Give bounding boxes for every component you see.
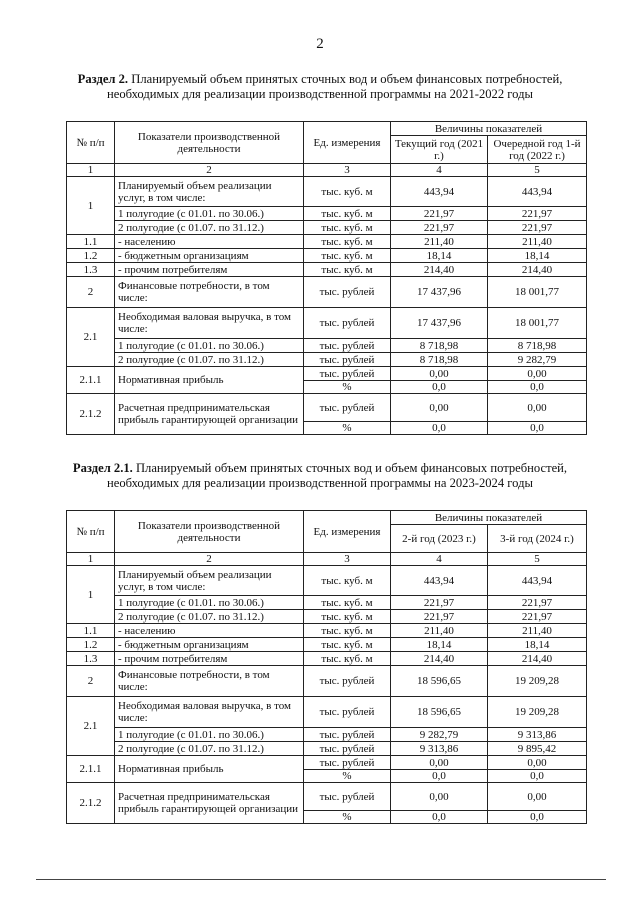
header-group: Величины показателей xyxy=(391,511,587,525)
row-value: 443,94 xyxy=(488,566,587,596)
row-name: Необходимая валовая выручка, в том числе: xyxy=(115,697,304,728)
row-unit: тыс. рублей xyxy=(304,666,391,697)
row-unit: тыс. рублей xyxy=(304,394,391,422)
row-value: 214,40 xyxy=(488,652,587,666)
row-value: 221,97 xyxy=(488,207,587,221)
row-unit: тыс. рублей xyxy=(304,783,391,811)
row-unit: тыс. рублей xyxy=(304,308,391,339)
row-value: 211,40 xyxy=(488,235,587,249)
row-value: 0,00 xyxy=(391,394,488,422)
row-value: 0,0 xyxy=(391,770,488,783)
table-row xyxy=(67,742,587,756)
column-number: 5 xyxy=(488,164,587,177)
row-unit: тыс. рублей xyxy=(304,728,391,742)
row-unit: тыс. куб. м xyxy=(304,610,391,624)
row-unit: % xyxy=(304,811,391,824)
table-row xyxy=(67,596,587,610)
row-name: Расчетная предпринимательская прибыль гарантирующей организации xyxy=(115,783,304,824)
row-name: - населению xyxy=(115,235,304,249)
row-name: - прочим потребителям xyxy=(115,652,304,666)
row-num: 2.1.1 xyxy=(67,756,115,783)
table-row xyxy=(67,610,587,624)
row-value: 9 282,79 xyxy=(488,353,587,367)
section-title xyxy=(60,461,580,491)
row-value: 221,97 xyxy=(488,610,587,624)
row-value: 9 282,79 xyxy=(391,728,488,742)
row-num: 2.1.1 xyxy=(67,367,115,394)
row-value: 18 001,77 xyxy=(488,308,587,339)
row-num: 1.3 xyxy=(67,263,115,277)
column-number: 4 xyxy=(391,164,488,177)
row-name: Необходимая валовая выручка, в том числе: xyxy=(115,308,304,339)
row-value: 443,94 xyxy=(391,566,488,596)
row-value: 0,00 xyxy=(488,367,587,381)
row-value: 8 718,98 xyxy=(391,353,488,367)
page-bottom-divider xyxy=(36,879,606,880)
row-value: 18,14 xyxy=(488,638,587,652)
table-row xyxy=(67,783,587,811)
row-value: 18 596,65 xyxy=(391,697,488,728)
indicators-table xyxy=(66,510,587,824)
row-value: 214,40 xyxy=(391,263,488,277)
table-row xyxy=(67,249,587,263)
table-row xyxy=(67,728,587,742)
row-num: 2 xyxy=(67,277,115,308)
row-unit: тыс. куб. м xyxy=(304,221,391,235)
table-row xyxy=(67,177,587,207)
header-name: Показатели производственной деятельности xyxy=(115,511,304,553)
row-value: 0,0 xyxy=(391,422,488,435)
row-unit: тыс. рублей xyxy=(304,353,391,367)
row-value: 18,14 xyxy=(488,249,587,263)
row-unit: тыс. рублей xyxy=(304,367,391,381)
row-value: 221,97 xyxy=(391,610,488,624)
table-row xyxy=(67,207,587,221)
row-name: Финансовые потребности, в том числе: xyxy=(115,666,304,697)
row-unit: тыс. куб. м xyxy=(304,596,391,610)
section-title-text: Планируемый объем принятых сточных вод и объем финансовых потребностей, необходимых для реализации производственной программы на 2021-2022 годы xyxy=(107,72,563,101)
table-row xyxy=(67,566,587,596)
row-value: 0,00 xyxy=(488,394,587,422)
header-unit: Ед. измерения xyxy=(304,511,391,553)
row-value: 214,40 xyxy=(488,263,587,277)
row-value: 0,0 xyxy=(391,811,488,824)
row-value: 0,00 xyxy=(391,783,488,811)
header-col4: Текущий год (2021 г.) xyxy=(391,136,488,164)
header-num: № п/п xyxy=(67,511,115,553)
row-value: 0,00 xyxy=(391,756,488,770)
row-unit: % xyxy=(304,770,391,783)
row-name: Нормативная прибыль xyxy=(115,367,304,394)
row-value: 19 209,28 xyxy=(488,666,587,697)
row-name: 1 полугодие (с 01.01. по 30.06.) xyxy=(115,207,304,221)
section-title xyxy=(60,72,580,102)
row-unit: тыс. куб. м xyxy=(304,207,391,221)
table-row xyxy=(67,235,587,249)
table-row xyxy=(67,697,587,728)
row-value: 211,40 xyxy=(488,624,587,638)
row-value: 18 596,65 xyxy=(391,666,488,697)
row-unit: тыс. куб. м xyxy=(304,263,391,277)
column-number: 4 xyxy=(391,553,488,566)
row-num: 1 xyxy=(67,177,115,235)
table-row xyxy=(67,638,587,652)
column-numbers-row xyxy=(67,553,587,566)
table-row xyxy=(67,221,587,235)
table-row xyxy=(67,756,587,770)
row-value: 0,00 xyxy=(488,783,587,811)
row-value: 221,97 xyxy=(391,596,488,610)
row-name: Планируемый объем реализации услуг, в том числе: xyxy=(115,566,304,596)
column-number: 1 xyxy=(67,164,115,177)
row-name: 1 полугодие (с 01.01. по 30.06.) xyxy=(115,339,304,353)
row-num: 1 xyxy=(67,566,115,624)
row-value: 443,94 xyxy=(391,177,488,207)
row-name: Финансовые потребности, в том числе: xyxy=(115,277,304,308)
row-num: 2.1.2 xyxy=(67,783,115,824)
row-num: 1.1 xyxy=(67,235,115,249)
table-row xyxy=(67,339,587,353)
row-unit: тыс. куб. м xyxy=(304,177,391,207)
column-numbers-row xyxy=(67,164,587,177)
row-unit: % xyxy=(304,381,391,394)
column-number: 3 xyxy=(304,164,391,177)
row-name: Расчетная предпринимательская прибыль гарантирующей организации xyxy=(115,394,304,435)
header-num: № п/п xyxy=(67,122,115,164)
table-row xyxy=(67,666,587,697)
row-value: 211,40 xyxy=(391,235,488,249)
row-unit: тыс. рублей xyxy=(304,339,391,353)
row-num: 2 xyxy=(67,666,115,697)
row-name: 2 полугодие (с 01.07. по 31.12.) xyxy=(115,353,304,367)
row-value: 214,40 xyxy=(391,652,488,666)
row-value: 8 718,98 xyxy=(488,339,587,353)
row-value: 0,0 xyxy=(488,811,587,824)
table-row xyxy=(67,394,587,422)
table-row xyxy=(67,353,587,367)
column-number: 1 xyxy=(67,553,115,566)
row-name: 2 полугодие (с 01.07. по 31.12.) xyxy=(115,610,304,624)
row-value: 0,0 xyxy=(391,381,488,394)
row-name: 1 полугодие (с 01.01. по 30.06.) xyxy=(115,728,304,742)
row-name: - бюджетным организациям xyxy=(115,638,304,652)
row-value: 18,14 xyxy=(391,249,488,263)
row-value: 17 437,96 xyxy=(391,308,488,339)
row-name: Планируемый объем реализации услуг, в том числе: xyxy=(115,177,304,207)
section-title-text: Планируемый объем принятых сточных вод и объем финансовых потребностей, необходимых для реализации производственной программы на 2023-2024 годы xyxy=(107,461,568,490)
column-number: 2 xyxy=(115,553,304,566)
header-name: Показатели производственной деятельности xyxy=(115,122,304,164)
row-unit: тыс. рублей xyxy=(304,277,391,308)
row-name: Нормативная прибыль xyxy=(115,756,304,783)
row-num: 1.3 xyxy=(67,652,115,666)
section-title-bold: Раздел 2. xyxy=(77,72,129,86)
row-value: 9 313,86 xyxy=(391,742,488,756)
row-value: 0,0 xyxy=(488,770,587,783)
row-num: 1.2 xyxy=(67,249,115,263)
row-unit: тыс. рублей xyxy=(304,697,391,728)
row-value: 18 001,77 xyxy=(488,277,587,308)
header-col5: 3-й год (2024 г.) xyxy=(488,525,587,553)
indicators-table xyxy=(66,121,587,435)
page-number: 2 xyxy=(316,36,324,52)
header-group: Величины показателей xyxy=(391,122,587,136)
row-value: 221,97 xyxy=(391,207,488,221)
row-value: 221,97 xyxy=(488,221,587,235)
column-number: 3 xyxy=(304,553,391,566)
table-row xyxy=(67,263,587,277)
row-unit: тыс. куб. м xyxy=(304,235,391,249)
table-row xyxy=(67,624,587,638)
row-unit: тыс. куб. м xyxy=(304,249,391,263)
row-num: 2.1 xyxy=(67,697,115,756)
table-row xyxy=(67,367,587,381)
row-num: 1.1 xyxy=(67,624,115,638)
row-value: 8 718,98 xyxy=(391,339,488,353)
row-value: 0,00 xyxy=(391,367,488,381)
column-number: 2 xyxy=(115,164,304,177)
row-num: 2.1.2 xyxy=(67,394,115,435)
table-row xyxy=(67,652,587,666)
table-row xyxy=(67,277,587,308)
row-value: 0,0 xyxy=(488,422,587,435)
row-value: 9 313,86 xyxy=(488,728,587,742)
row-num: 2.1 xyxy=(67,308,115,367)
row-name: - бюджетным организациям xyxy=(115,249,304,263)
row-value: 9 895,42 xyxy=(488,742,587,756)
row-name: 1 полугодие (с 01.01. по 30.06.) xyxy=(115,596,304,610)
row-num: 1.2 xyxy=(67,638,115,652)
section-title-bold: Раздел 2.1. xyxy=(72,461,133,475)
row-value: 18,14 xyxy=(391,638,488,652)
header-unit: Ед. измерения xyxy=(304,122,391,164)
row-value: 211,40 xyxy=(391,624,488,638)
row-value: 0,00 xyxy=(488,756,587,770)
row-unit: тыс. куб. м xyxy=(304,624,391,638)
row-unit: тыс. куб. м xyxy=(304,566,391,596)
row-name: - населению xyxy=(115,624,304,638)
header-col5: Очередной год 1-й год (2022 г.) xyxy=(488,136,587,164)
row-unit: тыс. рублей xyxy=(304,756,391,770)
row-unit: % xyxy=(304,422,391,435)
row-value: 221,97 xyxy=(391,221,488,235)
row-value: 443,94 xyxy=(488,177,587,207)
header-col4: 2-й год (2023 г.) xyxy=(391,525,488,553)
row-value: 221,97 xyxy=(488,596,587,610)
row-value: 0,0 xyxy=(488,381,587,394)
row-unit: тыс. куб. м xyxy=(304,652,391,666)
row-name: 2 полугодие (с 01.07. по 31.12.) xyxy=(115,742,304,756)
row-name: 2 полугодие (с 01.07. по 31.12.) xyxy=(115,221,304,235)
row-value: 19 209,28 xyxy=(488,697,587,728)
table-row xyxy=(67,308,587,339)
column-number: 5 xyxy=(488,553,587,566)
row-unit: тыс. рублей xyxy=(304,742,391,756)
row-name: - прочим потребителям xyxy=(115,263,304,277)
row-unit: тыс. куб. м xyxy=(304,638,391,652)
row-value: 17 437,96 xyxy=(391,277,488,308)
